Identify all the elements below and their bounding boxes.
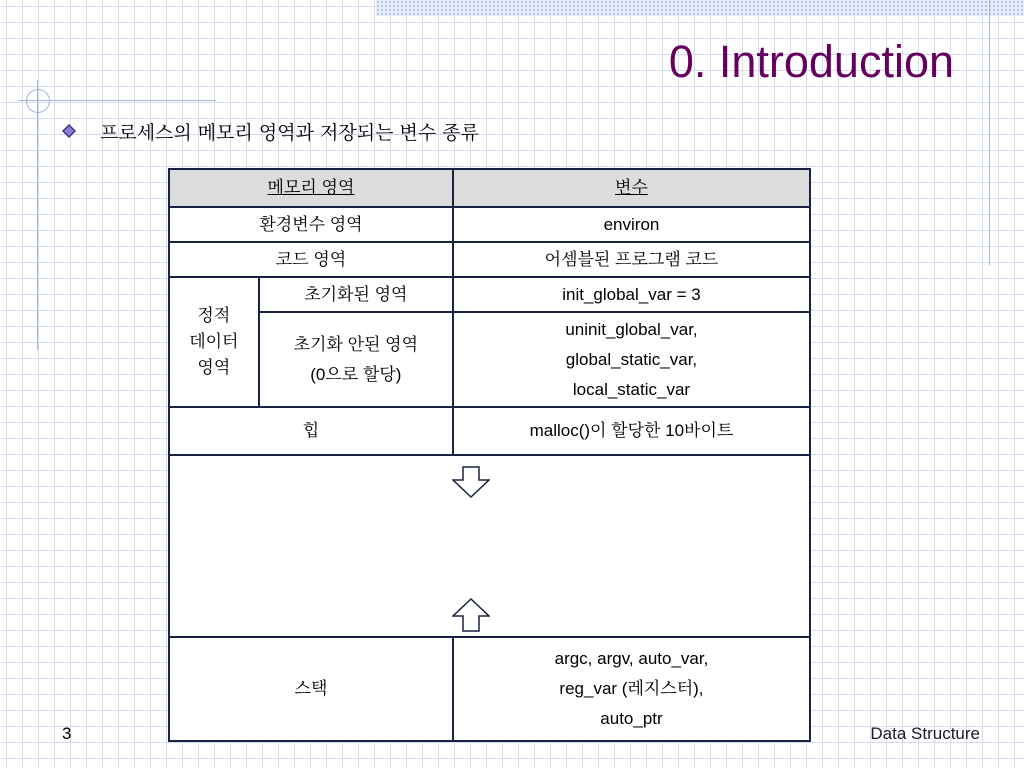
free-space-area — [169, 455, 810, 637]
slide-title: 0. Introduction — [668, 36, 954, 87]
arrow-down-icon — [452, 466, 490, 498]
diamond-bullet-icon — [62, 124, 76, 138]
table-row — [169, 207, 810, 242]
table-row — [169, 455, 810, 637]
arrow-up-icon — [452, 598, 490, 632]
table-row — [169, 277, 810, 312]
stack-var-line: reg_var (레지스터), — [559, 679, 704, 698]
uninit-var-line: local_static_var — [572, 379, 691, 399]
header-variables: 변수 — [453, 169, 810, 207]
vars-heap: malloc()이 할당한 10바이트 — [453, 407, 810, 455]
uninit-var-line: uninit_global_var, — [565, 319, 698, 339]
static-label-line: 영역 — [197, 358, 231, 377]
area-code: 코드 영역 — [169, 242, 453, 277]
vars-initialized: init_global_var = 3 — [453, 277, 810, 312]
area-env: 환경변수 영역 — [169, 207, 453, 242]
static-label-line: 데이터 — [189, 332, 239, 351]
area-stack: 스택 — [169, 637, 453, 741]
bullet-text: 프로세스의 메모리 영역과 저장되는 변수 종류 — [100, 122, 479, 144]
table-row — [169, 407, 810, 455]
uninit-var-line: global_static_var, — [565, 349, 698, 369]
corner-circle-ornament — [26, 89, 50, 113]
vars-code: 어셈블된 프로그램 코드 — [453, 242, 810, 277]
stack-var-line: auto_ptr — [600, 709, 663, 728]
area-uninitialized — [259, 312, 453, 407]
stack-var-line: argc, argv, auto_var, — [554, 649, 709, 668]
table-row — [169, 312, 810, 407]
right-vertical-rule — [989, 0, 990, 265]
table-row — [169, 242, 810, 277]
header-memory-area: 메모리 영역 — [169, 169, 453, 207]
vars-env: environ — [453, 207, 810, 242]
table-header-row — [169, 169, 810, 207]
vars-stack — [453, 637, 810, 741]
page-number: 3 — [62, 724, 72, 743]
footer-text: Data Structure — [870, 724, 980, 743]
area-initialized: 초기화된 영역 — [259, 277, 453, 312]
memory-layout-table — [168, 168, 811, 742]
area-static-data — [169, 277, 259, 407]
vars-uninitialized — [453, 312, 810, 407]
uninit-area-line: (0으로 할당) — [310, 364, 402, 384]
area-heap: 힙 — [169, 407, 453, 455]
table-row — [169, 637, 810, 741]
left-vertical-rule — [37, 80, 38, 350]
uninit-area-line: 초기화 안된 영역 — [293, 334, 419, 354]
top-decorative-band — [376, 0, 1024, 16]
static-label-line: 정적 — [197, 306, 231, 325]
